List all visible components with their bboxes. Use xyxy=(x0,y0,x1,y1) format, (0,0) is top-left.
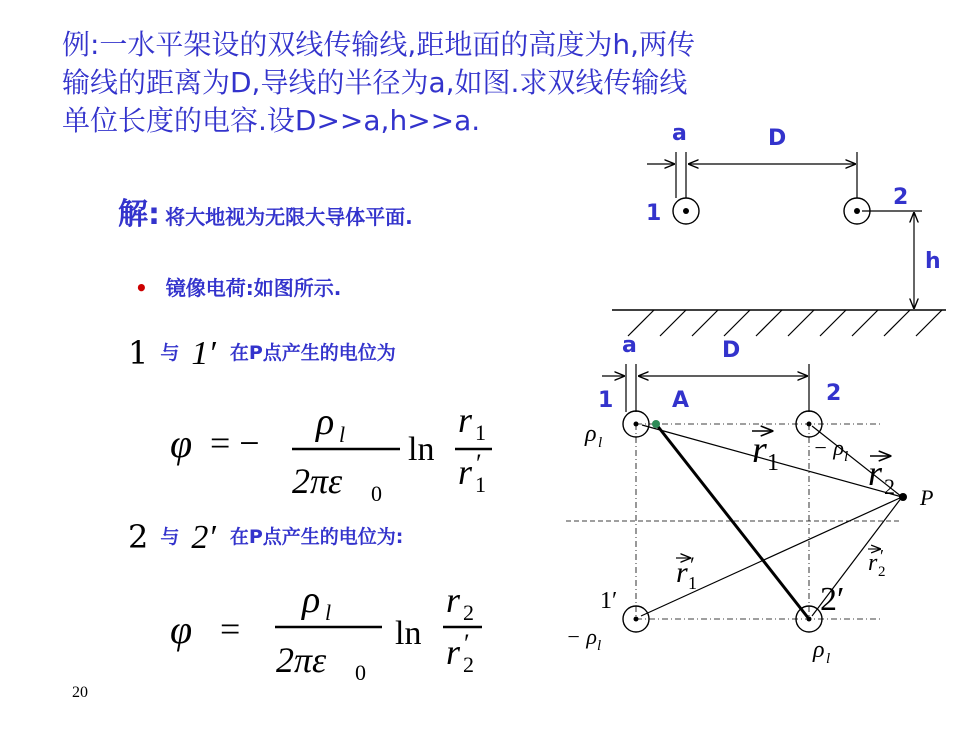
formula-1-r1p-prime: ′ xyxy=(476,449,482,478)
top-label-h: h xyxy=(925,249,941,274)
label-r2: r xyxy=(868,453,883,493)
label-r1-prime-sub: 1 xyxy=(688,573,697,593)
charge-wire-2-sub: l xyxy=(844,449,849,465)
formula-1-rho-sub: l xyxy=(339,422,346,447)
bottom-label-D: D xyxy=(722,338,741,363)
charge-image-2-sub: l xyxy=(826,651,831,667)
top-label-a: a xyxy=(672,121,687,146)
formula-2-r2: r xyxy=(446,580,461,620)
charge-image-2: ρ xyxy=(813,637,825,663)
label-r1-prime: r xyxy=(676,556,688,589)
bottom-wire-2-label: 2 xyxy=(826,381,842,406)
bullet-marker: • xyxy=(135,276,148,300)
top-wire-1-center xyxy=(683,208,689,214)
label-image-2: 2′ xyxy=(820,581,845,618)
wire-1-number: 1 xyxy=(128,334,149,372)
formula-2-denominator-sub: 0 xyxy=(355,660,366,685)
formula-2-phi: φ xyxy=(170,607,193,652)
problem-line-3: 单位长度的电容.设D>>a,h>>a. xyxy=(62,104,481,137)
formula-1-r1p-sub: 1 xyxy=(475,472,486,497)
formula-2 xyxy=(170,579,482,685)
statement-1-text: 在P点产生的电位为 xyxy=(229,342,396,364)
top-wire-2-center xyxy=(854,208,860,214)
label-r1: r xyxy=(752,429,767,471)
label-r2-prime: r xyxy=(868,550,878,576)
formula-1-denominator: 2πε xyxy=(292,461,343,501)
label-r2-prime-mark: ′ xyxy=(880,546,884,566)
formula-2-r2p: r xyxy=(446,632,461,672)
image-wire-1-center xyxy=(634,617,639,622)
solution-text: 将大地视为无限大导体平面. xyxy=(165,205,413,229)
formula-1-sign: = − xyxy=(210,423,260,463)
wire-1-center xyxy=(634,422,639,427)
line-A-to-image-2 xyxy=(656,424,809,619)
wire-2-center xyxy=(807,422,812,427)
charge-image-1-sub: l xyxy=(597,638,602,654)
problem-line-2: 输线的距离为D,导线的半径为a,如图.求双线传输线 xyxy=(62,66,688,99)
label-r2-prime-sub: 2 xyxy=(878,564,886,580)
conjunction-2: 与 xyxy=(160,526,180,548)
formula-1-r1p: r xyxy=(458,452,473,492)
formula-1-r1: r xyxy=(458,400,473,440)
formula-2-r2-sub: 2 xyxy=(463,600,474,625)
formula-2-r2p-prime: ′ xyxy=(464,629,470,658)
charge-wire-2: − ρ xyxy=(813,435,844,460)
wire-2-number: 2 xyxy=(128,518,149,556)
formula-1-ln: ln xyxy=(408,431,435,468)
formula-1-phi: φ xyxy=(170,421,193,466)
bottom-figure xyxy=(566,333,933,667)
formula-1-rho: ρ xyxy=(316,401,335,443)
top-figure xyxy=(612,121,946,336)
label-r2-sub: 2 xyxy=(884,474,895,499)
formula-2-rho-sub: l xyxy=(325,600,332,625)
formula-2-denominator: 2πε xyxy=(276,640,327,680)
ground-hatching xyxy=(628,310,942,336)
formula-1 xyxy=(170,400,492,506)
formula-2-r2p-sub: 2 xyxy=(463,652,474,677)
point-A-marker xyxy=(652,420,660,428)
image-2-symbol: 2′ xyxy=(191,519,216,556)
problem-line-1: 例:一水平架设的双线传输线,距地面的高度为h,两传 xyxy=(62,28,695,61)
bottom-point-A-label: A xyxy=(672,388,690,413)
formula-2-ln: ln xyxy=(395,615,422,652)
top-wire-1-label: 1 xyxy=(646,201,662,226)
label-r1-prime-mark: ′ xyxy=(690,552,695,577)
point-P-label: P xyxy=(920,485,934,510)
solution-label: 解: xyxy=(118,197,160,232)
top-wire-2-label: 2 xyxy=(893,185,909,210)
conjunction-1: 与 xyxy=(160,342,180,364)
formula-1-r1-sub: 1 xyxy=(475,420,486,445)
statement-2-text: 在P点产生的电位为: xyxy=(229,526,404,548)
charge-wire-1: ρ xyxy=(585,421,597,447)
label-r1-sub: 1 xyxy=(767,450,779,476)
formula-1-denominator-sub: 0 xyxy=(371,481,382,506)
point-P xyxy=(899,493,907,501)
charge-wire-1-sub: l xyxy=(598,435,603,451)
bottom-label-a: a xyxy=(622,333,637,358)
charge-image-1: − ρ xyxy=(566,624,597,649)
formula-2-rho: ρ xyxy=(302,579,321,621)
bottom-wire-1-label: 1 xyxy=(598,388,614,413)
image-1-symbol: 1′ xyxy=(191,335,216,372)
label-image-1: 1′ xyxy=(600,588,618,614)
page-number: 20 xyxy=(72,684,88,701)
formula-2-sign: = xyxy=(220,609,241,649)
top-label-D: D xyxy=(768,126,787,151)
bullet-text: 镜像电荷:如图所示. xyxy=(165,276,342,300)
